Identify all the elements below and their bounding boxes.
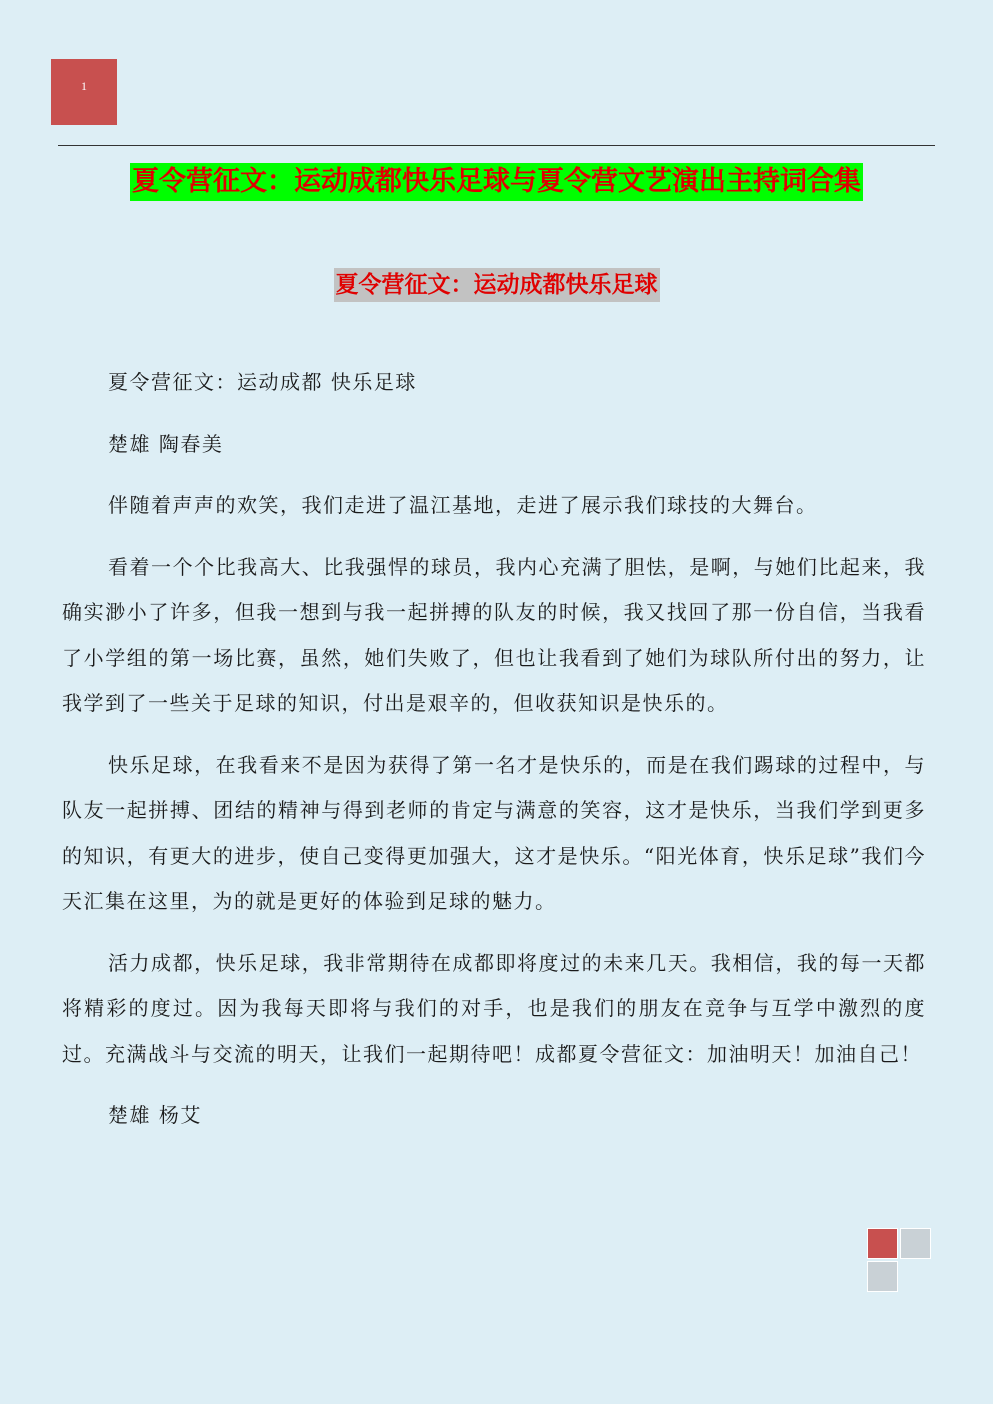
article-body — [62, 360, 926, 1155]
article-heading-line: 夏令营征文：运动成都 快乐足球 — [108, 370, 417, 394]
decorative-square-red — [867, 1228, 898, 1259]
document-title — [0, 163, 993, 204]
page-number: 1 — [81, 79, 87, 93]
section-title-text: 夏令营征文：运动成都快乐足球 — [334, 268, 660, 302]
page-number-badge — [51, 59, 117, 125]
section-title — [0, 268, 993, 302]
paragraph: 活力成都，快乐足球，我非常期待在成都即将度过的未来几天。我相信，我的每一天都将精彩的度过。因为我每天即将与我们的对手，也是我们的朋友在竞争与互学中激烈的度过。充满战斗与交流的明天，让我们一起期待吧！成都夏令营征文：加油明天！加油自己！ — [62, 950, 926, 1066]
author-line: 楚雄 陶春美 — [108, 431, 224, 456]
paragraph: 伴随着声声的欢笑，我们走进了温江基地，走进了展示我们球技的大舞台。 — [108, 493, 818, 517]
paragraph: 看着一个个比我高大、比我强悍的球员，我内心充满了胆怯，是啊，与她们比起来，我确实渺小了许多，但我一想到与我一起拼搏的队友的时候，我又找回了那一份自信，当我看了小学组的第一场比赛，虽然，她们失败了，但也让我看到了她们为球队所付出的努力，让我学到了一些关于足球的知识，付出是艰辛的，但收获知识是快乐的。 — [62, 554, 926, 715]
header-divider — [58, 145, 935, 146]
paragraph: 快乐足球，在我看来不是因为获得了第一名才是快乐的，而是在我们踢球的过程中，与队友一起拼搏、团结的精神与得到老师的肯定与满意的笑容，这才是快乐，当我们学到更多的知识，有更大的进步，使自己变得更加强大，这才是快乐。“阳光体育，快乐足球”我们今天汇集在这里，为的就是更好的体验到足球的魅力。 — [62, 752, 926, 913]
author-line: 楚雄 杨艾 — [108, 1103, 202, 1127]
decorative-square-gray — [867, 1261, 898, 1292]
document-title-text: 夏令营征文：运动成都快乐足球与夏令营文艺演出主持词合集 — [130, 163, 863, 201]
decorative-square-gray — [900, 1228, 931, 1259]
